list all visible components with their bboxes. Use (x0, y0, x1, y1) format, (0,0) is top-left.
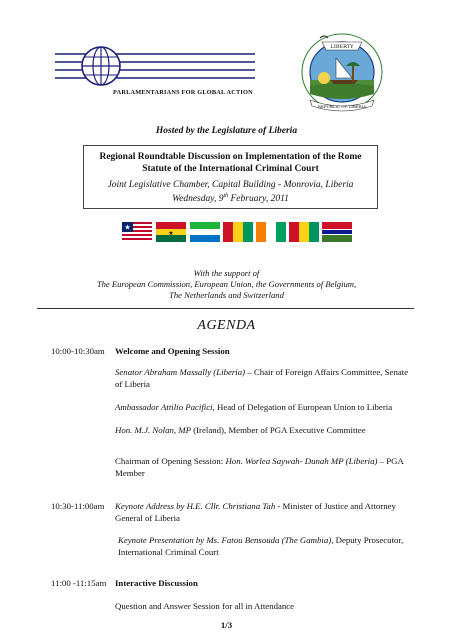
session2-keynote2 (118, 535, 415, 558)
support-line2: The European Commission, European Union, the Governments of Belgium, (96, 279, 357, 289)
keynote1-title: Keynote Address by H.E. Cllr. Christiana Tah (115, 501, 276, 511)
speaker2-name: Ambassador Attilio Pacifici (115, 402, 213, 412)
session1-chairman (115, 456, 415, 479)
chairman-name: Hon. Worlea Saywah- Dunah MP (Liberia) (225, 456, 378, 466)
pga-organization-name: PARLAMENTARIANS FOR GLOBAL ACTION (113, 89, 253, 96)
session2-time: 10:30-11:00am (51, 501, 105, 511)
session2-keynote1 (115, 501, 415, 524)
guinea-flag-icon-2 (289, 222, 319, 242)
session1-heading: Welcome and Opening Session (115, 346, 230, 356)
session3-heading: Interactive Discussion (115, 578, 198, 588)
event-venue (84, 180, 377, 205)
speaker1-name: Senator Abraham Massally (Liberia) (115, 367, 246, 377)
speaker2-role: , Head of Delegation of European Union to Liberia (212, 402, 393, 412)
event-venue-text: Joint Legislative Chamber, Capital Building - Monrovia, Liberia (107, 180, 354, 190)
keynote1-role: - Minister of Justice and Attorney General of Liberia (115, 501, 396, 523)
svg-text:★: ★ (124, 223, 131, 232)
chairman-prefix: Chairman of Opening Session: (115, 456, 226, 466)
support-line3: The Netherlands and Switzerland (169, 290, 284, 300)
seal-banner-bottom: REPUBLIC OF LIBERIA (317, 104, 367, 109)
speaker3-role: (Ireland), Member of PGA Executive Committee (191, 425, 366, 435)
support-statement (0, 268, 453, 301)
horizontal-divider (37, 308, 414, 309)
event-title-line1: Regional Roundtable Discussion on Implementation of the Rome (99, 152, 362, 162)
sierra-leone-flag-icon (190, 222, 220, 242)
session1-time: 10:00-10:30am (51, 346, 105, 356)
keynote2-role: , Deputy Prosecutor, International Criminal Court (118, 535, 404, 557)
session3-time: 11:00 -11:15am (51, 578, 107, 588)
seal-banner-top: LIBERTY (330, 44, 354, 50)
speaker1-role: – Chair of Foreign Affairs Committee, Senate of Liberia (115, 367, 409, 389)
guinea-flag-icon (223, 222, 253, 242)
liberia-flag-icon (122, 222, 152, 242)
event-date-suffix: February, 2011 (228, 194, 289, 205)
event-date-prefix: Wednesday, 9 (172, 194, 224, 205)
support-line1: With the support of (193, 268, 260, 278)
page-number: 1/3 (220, 620, 233, 630)
speaker3-name: Hon. M.J. Nolan, MP (115, 425, 191, 435)
event-date-sup: th (223, 193, 229, 199)
pga-globe-logo (55, 40, 255, 95)
session1-speaker1 (115, 367, 415, 390)
hosted-by-line: Hosted by the Legislature of Liberia (155, 126, 298, 136)
event-title-box (83, 145, 378, 209)
ghana-flag-icon (156, 222, 186, 242)
ivory-coast-flag-icon (256, 222, 286, 242)
session1-speaker3 (115, 425, 415, 437)
keynote2-title: Keynote Presentation by Ms. Fatou Bensouda (The Gambia) (118, 535, 332, 545)
event-date (84, 191, 377, 205)
session3-item1: Question and Answer Session for all in Attendance (115, 601, 295, 611)
gambia-flag-icon (322, 222, 352, 242)
svg-text:★: ★ (168, 231, 174, 237)
agenda-title: AGENDA (197, 318, 256, 333)
chairman-role: – PGA Member (115, 456, 404, 478)
liberia-seal-icon (296, 28, 388, 114)
event-title-line2: Statute of the International Criminal Court (142, 163, 319, 174)
session1-speaker2 (115, 402, 415, 414)
